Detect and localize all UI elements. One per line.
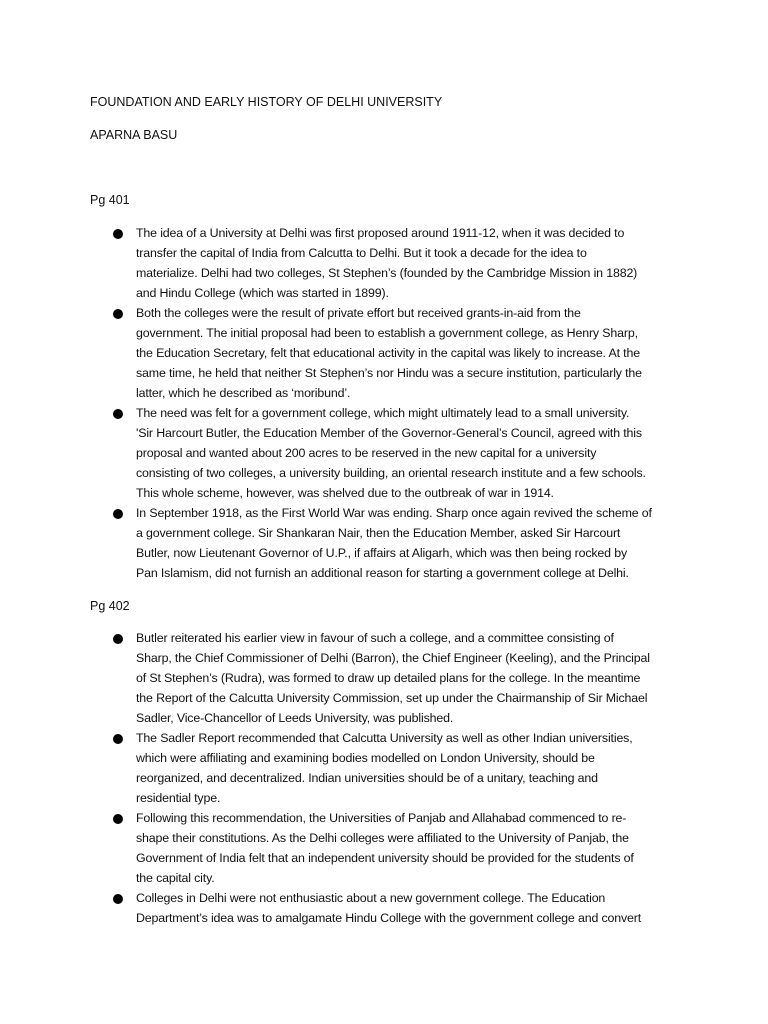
bullet-list-pg401 — [0, 223, 768, 583]
bullet-dot-icon — [113, 634, 123, 644]
bullet-item: The Sadler Report recommended that Calcutta University as well as other Indian universities, which were affiliating and examining bodies modelled on London University, should be reorganized, and decentralized. Indian universities should be of a unitary, teaching and residential type. — [0, 728, 676, 808]
bullet-dot-icon — [113, 509, 123, 519]
bullet-item: Colleges in Delhi were not enthusiastic about a new government college. The Education Department’s idea was to amalgamate Hindu College with the government college and convert — [0, 888, 676, 928]
bullet-item: Both the colleges were the result of private effort but received grants-in-aid from the government. The initial proposal had been to establish a government college, as Henry Sharp, the Education Secretary, felt that educational activity in the capital was likely to increase. At the same time, he held that neither St Stephen’s nor Hindu was a secure institution, particularly the latter, which he described as ‘moribund’. — [0, 303, 676, 403]
page-label-401: Pg 401 — [90, 193, 130, 207]
bullet-dot-icon — [113, 229, 123, 239]
bullet-item: Following this recommendation, the Universities of Panjab and Allahabad commenced to re- shape their constitutions. As the Delhi colleges were affiliated to the University of Panjab, the Government of India felt that an independent university should be provided for the students of the capital city. — [0, 808, 676, 888]
page-label-402: Pg 402 — [90, 599, 130, 613]
bullet-item: The need was felt for a government college, which might ultimately lead to a small university. 'Sir Harcourt Butler, the Education Member of the Governor-General’s Council, agreed with this proposal and wanted about 200 acres to be reserved in the new capital for a university consisting of two colleges, a university building, an oriental research institute and a few schools. This whole scheme, however, was shelved due to the outbreak of war in 1914. — [0, 403, 676, 503]
bullet-item: The idea of a University at Delhi was first proposed around 1911-12, when it was decided to transfer the capital of India from Calcutta to Delhi. But it took a decade for the idea to materialize. Delhi had two colleges, St Stephen’s (founded by the Cambridge Mission in 1882) and Hindu College (which was started in 1899). — [0, 223, 676, 303]
bullet-dot-icon — [113, 734, 123, 744]
document-title: FOUNDATION AND EARLY HISTORY OF DELHI UNIVERSITY — [90, 95, 443, 109]
bullet-dot-icon — [113, 814, 123, 824]
bullet-dot-icon — [113, 894, 123, 904]
bullet-dot-icon — [113, 309, 123, 319]
bullet-item: In September 1918, as the First World War was ending. Sharp once again revived the scheme of a government college. Sir Shankaran Nair, then the Education Member, asked Sir Harcourt Butler, now Lieutenant Governor of U.P., if affairs at Aligarh, which was then being rocked by Pan Islamism, did not furnish an additional reason for starting a government college at Delhi. — [0, 503, 676, 583]
bullet-item: Butler reiterated his earlier view in favour of such a college, and a committee consisting of Sharp, the Chief Commissioner of Delhi (Barron), the Chief Engineer (Keeling), and the Principal of St Stephen’s (Rudra), was formed to draw up detailed plans for the college. In the meantime the Report of the Calcutta University Commission, set up under the Chairmanship of Sir Michael Sadler, Vice-Chancellor of Leeds University, was published. — [0, 628, 676, 728]
bullet-list-pg402 — [0, 628, 768, 928]
bullet-dot-icon — [113, 409, 123, 419]
document-author: APARNA BASU — [90, 128, 178, 142]
